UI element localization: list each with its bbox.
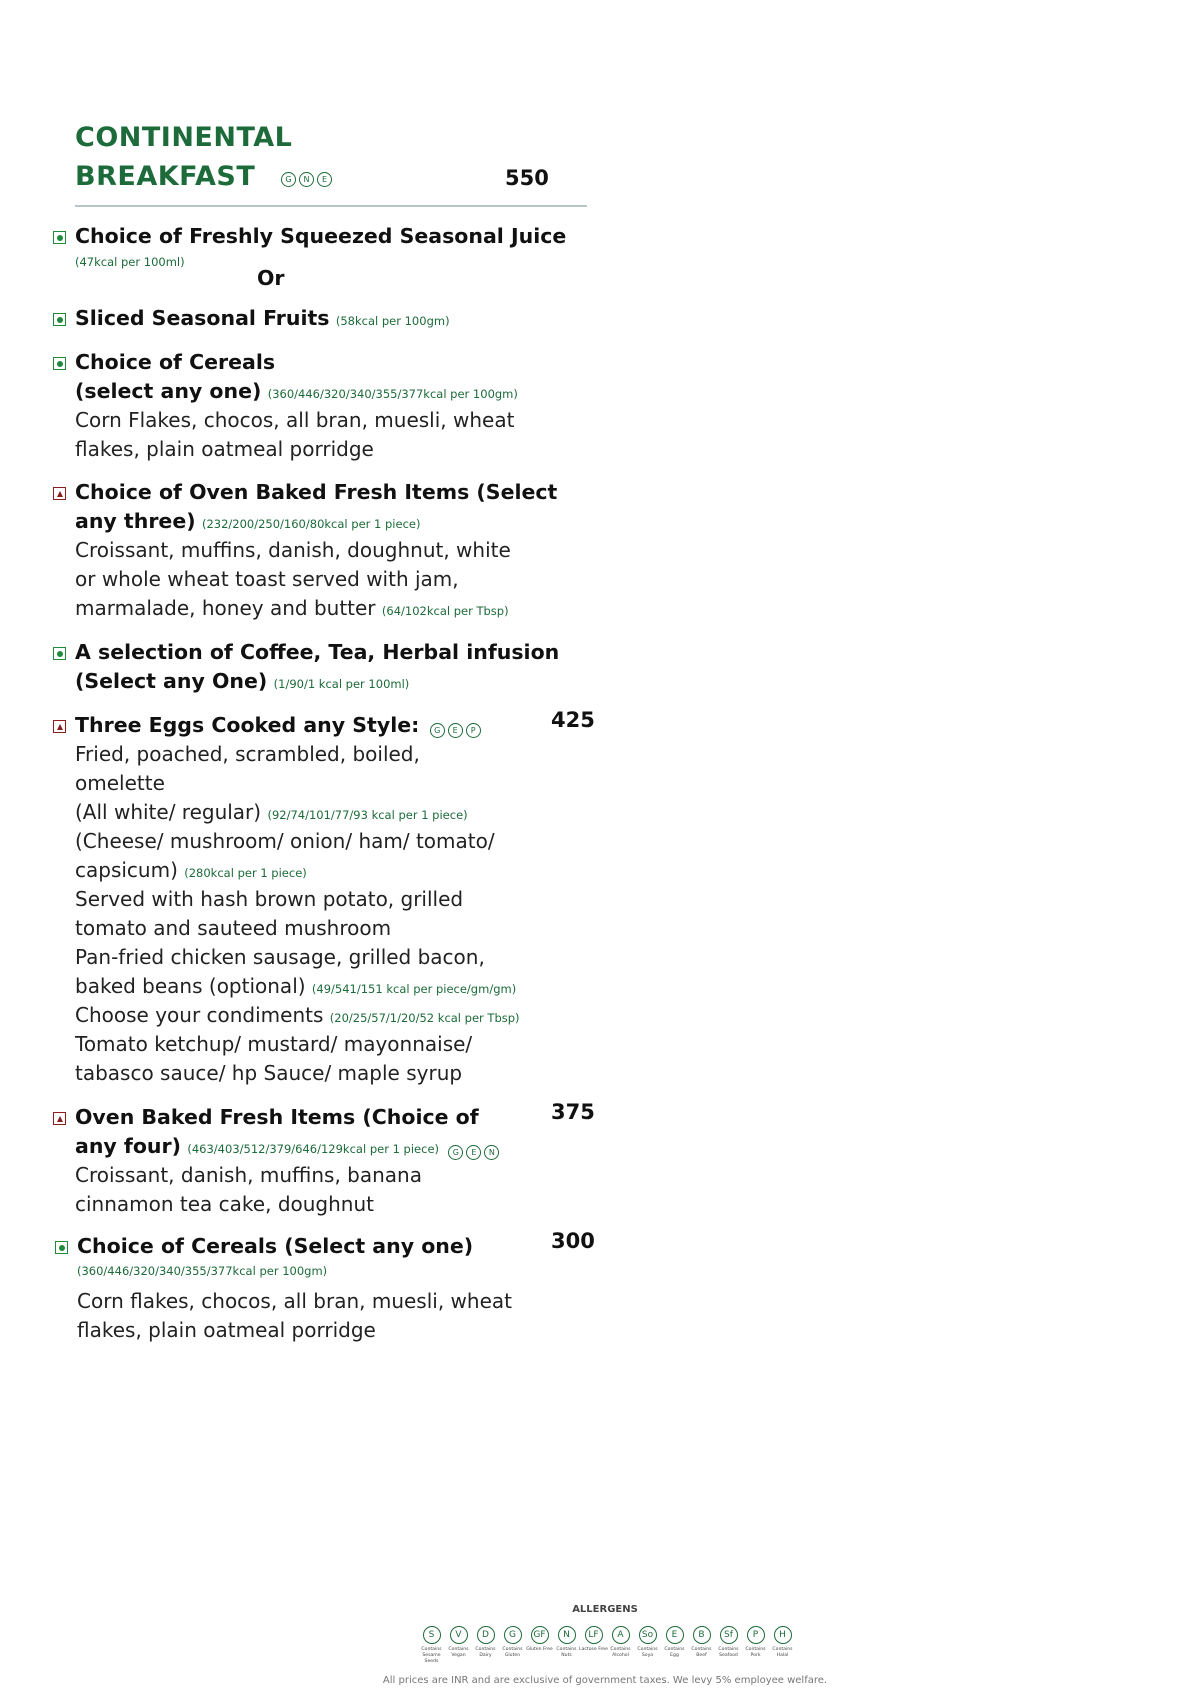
veg-mark: [53, 357, 66, 370]
gluten-icon: G: [504, 1626, 522, 1644]
item-baked-desc: Croissant, muffins, danish, doughnut, white: [75, 538, 511, 562]
item-eggs-desc: Served with hash brown potato, grilled: [75, 887, 464, 911]
egg-icon: E: [317, 172, 332, 187]
allergen-legend-item: [634, 1626, 661, 1659]
pork-icon: P: [747, 1626, 765, 1644]
item-cereals2-price: 300: [551, 1229, 595, 1253]
sesame-icon: S: [423, 1626, 441, 1644]
allergen-legend-label: Gluten Free: [526, 1647, 553, 1652]
item-oven-line2: [75, 1132, 499, 1164]
halal-icon: H: [774, 1626, 792, 1644]
allergen-legend-label: Contains Beef: [691, 1647, 712, 1658]
item-eggs-allergen-icons: [430, 723, 484, 738]
item-baked-name: Choice of Oven Baked Fresh Items (Select: [75, 480, 558, 504]
soya-icon: So: [639, 1626, 657, 1644]
item-oven-name: Oven Baked Fresh Items (Choice of: [75, 1105, 479, 1129]
allergens-title: ALLERGENS: [572, 1604, 638, 1615]
veg-mark: [55, 1241, 68, 1254]
item-oven-allergen-icons: [448, 1145, 502, 1160]
allergen-legend-label: Contains Egg: [664, 1647, 685, 1658]
item-baked-select: any three): [75, 509, 196, 533]
veg-mark: [53, 647, 66, 660]
allergen-legend-item: [607, 1626, 634, 1659]
item-cereals2-kcal: (360/446/320/340/355/377kcal per 100gm): [77, 1264, 328, 1278]
item-eggs-desc: omelette: [75, 771, 165, 795]
item-oven-kcal: (463/403/512/379/646/129kcal per 1 piece): [187, 1142, 439, 1156]
item-oven-desc: Croissant, danish, muffins, banana: [75, 1163, 422, 1187]
title-allergen-icons: [281, 172, 335, 187]
gluten-icon: G: [430, 723, 445, 738]
item-baked-line2: [75, 507, 420, 539]
item-eggs-header: [75, 711, 480, 740]
price-footer: All prices are INR and are exclusive of government taxes. We levy 5% employee welfare.: [382, 1675, 828, 1686]
allergen-legend-item: [688, 1626, 715, 1659]
allergen-legend-label: Contains Vegan: [448, 1647, 469, 1658]
nuts-icon: N: [484, 1145, 499, 1160]
allergen-legend-item: [580, 1626, 607, 1653]
item-oven-select: any four): [75, 1134, 182, 1158]
gluten-icon: G: [281, 172, 296, 187]
allergen-legend-item: [742, 1626, 769, 1659]
item-cereals-desc: Corn Flakes, chocos, all bran, muesli, wheat: [75, 408, 515, 432]
item-cereals-select: (select any one): [75, 379, 262, 403]
allergen-legend-item: [472, 1626, 499, 1659]
allergen-legend-label: Contains Pork: [745, 1647, 766, 1658]
menu-title-line2: BREAKFAST: [75, 161, 256, 192]
item-baked-line5: [75, 594, 509, 626]
item-eggs-kcal: (49/541/151 kcal per piece/gm/gm): [311, 982, 517, 996]
item-beverage-kcal: (1/90/1 kcal per 100ml): [273, 677, 410, 691]
item-eggs-line3: [75, 798, 468, 830]
item-beverage-line2: [75, 667, 409, 699]
alcohol-icon: A: [612, 1626, 630, 1644]
veg-mark: [53, 231, 66, 244]
beef-icon: B: [693, 1626, 711, 1644]
gluten-free-icon: GF: [531, 1626, 549, 1644]
item-fruits: [75, 304, 450, 336]
allergen-legend-label: Contains Gluten: [502, 1647, 523, 1658]
allergen-legend-item: [715, 1626, 742, 1659]
allergen-legend-label: Contains Soya: [637, 1647, 658, 1658]
item-baked-desc: marmalade, honey and butter: [75, 596, 376, 620]
item-beverage-name: A selection of Coffee, Tea, Herbal infusion: [75, 640, 560, 664]
menu-title-line1: CONTINENTAL: [75, 122, 293, 153]
veg-mark: [53, 313, 66, 326]
item-eggs-name: Three Eggs Cooked any Style:: [75, 713, 420, 737]
item-eggs-kcal: (280kcal per 1 piece): [184, 866, 307, 880]
item-eggs-price: 425: [551, 708, 595, 732]
allergen-legend-label: Contains Halal: [772, 1647, 793, 1658]
nuts-icon: N: [558, 1626, 576, 1644]
nonveg-mark: [53, 487, 66, 500]
item-eggs-desc: (Cheese/ mushroom/ onion/ ham/ tomato/: [75, 829, 495, 853]
allergen-legend-item: [418, 1626, 445, 1665]
egg-icon: E: [466, 1145, 481, 1160]
allergen-legend-label: Contains Sesame Seeds: [421, 1647, 442, 1664]
item-cereals2-desc: Corn flakes, chocos, all bran, muesli, wheat: [77, 1289, 512, 1313]
pork-icon: P: [466, 723, 481, 738]
item-eggs-line9: [75, 972, 516, 1004]
allergen-legend-label: Contains Alcohol: [610, 1647, 631, 1658]
gluten-icon: G: [448, 1145, 463, 1160]
nonveg-mark: [53, 1112, 66, 1125]
item-eggs-desc: Tomato ketchup/ mustard/ mayonnaise/: [75, 1032, 473, 1056]
item-eggs-desc: tabasco sauce/ hp Sauce/ maple syrup: [75, 1061, 463, 1085]
allergen-legend-label: Contains Dairy: [475, 1647, 496, 1658]
item-cereals-name: Choice of Cereals: [75, 350, 276, 374]
item-baked-desc: or whole wheat toast served with jam,: [75, 567, 459, 591]
allergen-legend-label: Contains Nuts: [556, 1647, 577, 1658]
item-juice-name: Choice of Freshly Squeezed Seasonal Juice: [75, 224, 567, 248]
nuts-icon: N: [299, 172, 314, 187]
item-baked-kcal: (232/200/250/160/80kcal per 1 piece): [201, 517, 421, 531]
allergen-legend-item: [661, 1626, 688, 1659]
or-separator: Or: [257, 266, 285, 290]
item-oven-price: 375: [551, 1100, 595, 1124]
allergen-legend-item: [445, 1626, 472, 1659]
item-juice-kcal: (47kcal per 100ml): [75, 255, 185, 269]
allergen-legend-item: [499, 1626, 526, 1659]
item-eggs-desc: Choose your condiments: [75, 1003, 324, 1027]
allergen-legend-item: [553, 1626, 580, 1659]
item-eggs-desc: Pan-fried chicken sausage, grilled bacon,: [75, 945, 485, 969]
item-eggs-desc: baked beans (optional): [75, 974, 306, 998]
title-divider: [75, 205, 587, 207]
item-eggs-desc: capsicum): [75, 858, 178, 882]
vegan-icon: V: [450, 1626, 468, 1644]
egg-icon: E: [666, 1626, 684, 1644]
item-eggs-kcal: (20/25/57/1/20/52 kcal per Tbsp): [329, 1011, 520, 1025]
item-cereals2-desc: flakes, plain oatmeal porridge: [77, 1318, 376, 1342]
item-cereals-line2: [75, 377, 518, 409]
nonveg-mark: [53, 720, 66, 733]
item-eggs-desc: tomato and sauteed mushroom: [75, 916, 392, 940]
item-cereals-kcal: (360/446/320/340/355/377kcal per 100gm): [267, 387, 518, 401]
item-oven-desc: cinnamon tea cake, doughnut: [75, 1192, 374, 1216]
item-fruits-kcal: (58kcal per 100gm): [335, 314, 450, 328]
item-eggs-line5: [75, 856, 307, 888]
egg-icon: E: [448, 723, 463, 738]
item-cereals-desc: flakes, plain oatmeal porridge: [75, 437, 374, 461]
item-eggs-desc: Fried, poached, scrambled, boiled,: [75, 742, 420, 766]
set-price: 550: [505, 166, 549, 190]
item-baked-kcal2: (64/102kcal per Tbsp): [381, 604, 509, 618]
seafood-icon: Sf: [720, 1626, 738, 1644]
lactose-free-icon: LF: [585, 1626, 603, 1644]
item-fruits-name: Sliced Seasonal Fruits: [75, 306, 330, 330]
item-beverage-select: (Select any One): [75, 669, 268, 693]
item-cereals2-name: Choice of Cereals (Select any one): [77, 1234, 474, 1258]
allergen-legend-item: [526, 1626, 553, 1653]
item-eggs-line10: [75, 1001, 520, 1033]
item-eggs-desc: (All white/ regular): [75, 800, 262, 824]
dairy-icon: D: [477, 1626, 495, 1644]
allergen-legend-item: [769, 1626, 796, 1659]
allergen-legend-label: Contains Seafood: [718, 1647, 739, 1658]
allergen-legend-label: Lactose Free: [579, 1647, 608, 1652]
item-eggs-kcal: (92/74/101/77/93 kcal per 1 piece): [267, 808, 468, 822]
